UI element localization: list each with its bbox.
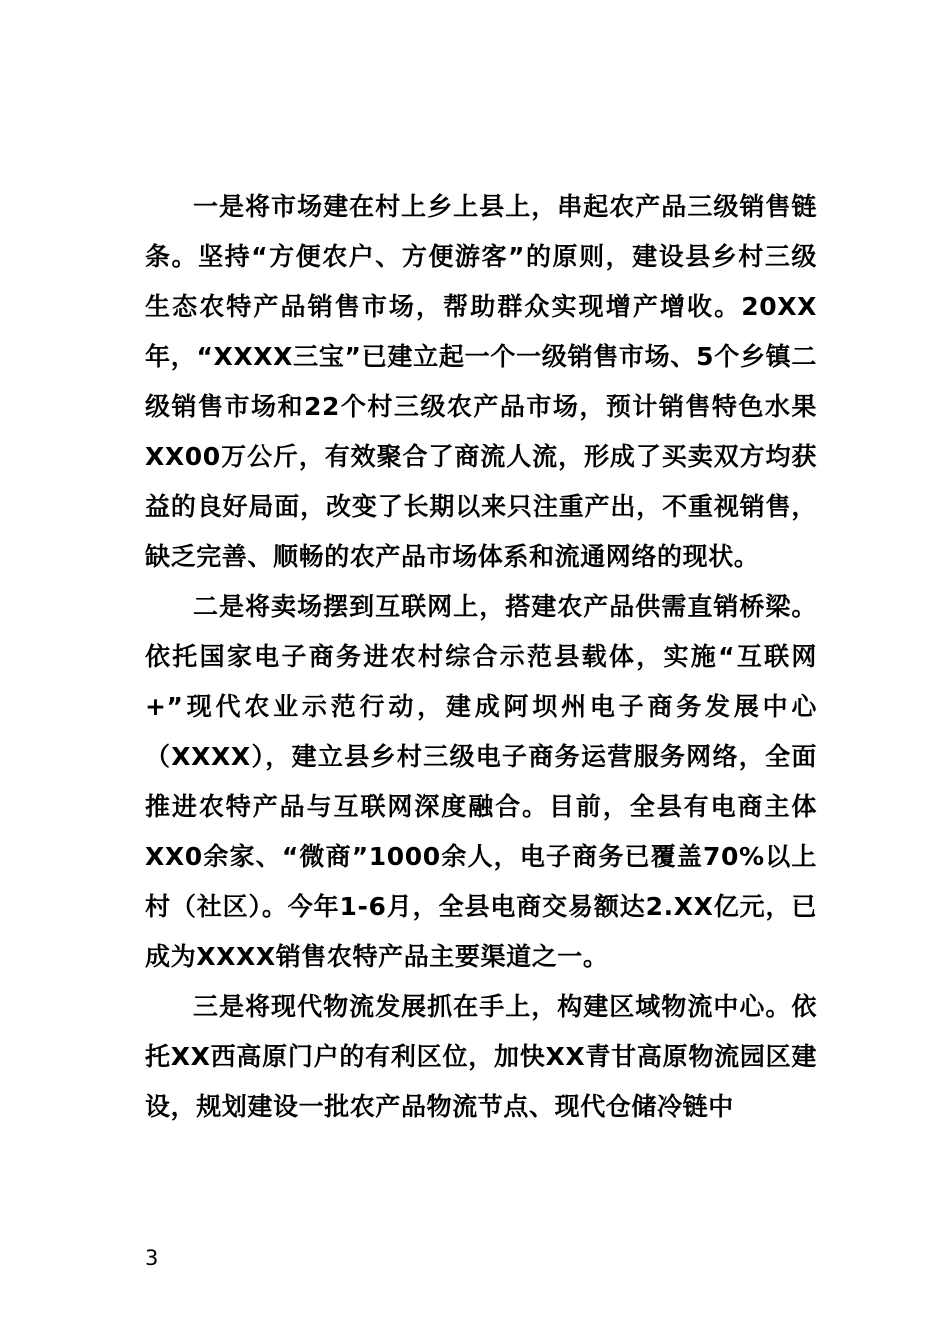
paragraph-internet-sales: 二是将卖场摆到互联网上，搭建农产品供需直销桥梁。依托国家电子商务进农村综合示范县载体，实施“互联网+”现代农业示范行动，建成阿坝州电子商务发展中心（XXXX），建立县乡村三级电子商务运营服务网络，全面推进农特产品与互联网深度融合。目前，全县有电商主体XX0余家、“微商”1000余人，电子商务已覆盖70%以上村（社区）。今年1-6月，全县电商交易额达2.XX亿元，已成为XXXX销售农特产品主要渠道之一。 (145, 592, 817, 971)
page-number: 3 (145, 1246, 159, 1270)
body-text (145, 182, 817, 1132)
paragraph-market-chain: 一是将市场建在村上乡上县上，串起农产品三级销售链条。坚持“方便农户、方便游客”的原则，建设县乡村三级生态农特产品销售市场，帮助群众实现增产增收。20XX年，“XXXX三宝”已建立起一个一级销售市场、5个乡镇二级销售市场和22个村三级农产品市场，预计销售特色水果XX00万公斤，有效聚合了商流人流，形成了买卖双方均获益的良好局面，改变了长期以来只注重产出，不重视销售，缺乏完善、顺畅的农产品市场体系和流通网络的现状。 (145, 192, 817, 571)
paragraph-logistics-center: 三是将现代物流发展抓在手上，构建区域物流中心。依托XX西高原门户的有利区位，加快XX青甘高原物流园区建设，规划建设一批农产品物流节点、现代仓储冷链中 (145, 992, 817, 1121)
